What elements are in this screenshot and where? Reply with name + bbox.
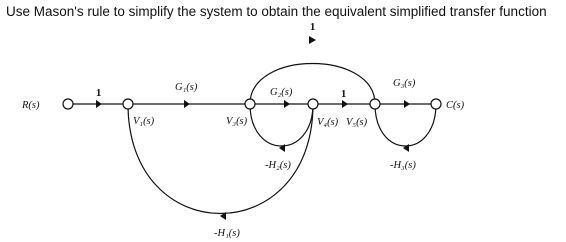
branch-feedforward-top xyxy=(250,64,375,105)
branch-feedback-h2 xyxy=(250,104,313,146)
gain-h2: -H₂(s) xyxy=(265,160,291,171)
gain-unity-mid: 1 xyxy=(341,89,347,100)
node-v3 xyxy=(308,99,318,109)
arrow-head xyxy=(342,100,348,108)
gain-input: 1 xyxy=(96,88,102,99)
input-label: R(s) xyxy=(22,100,40,111)
gain-g2: G₂(s) xyxy=(270,87,293,98)
gain-top: 1 xyxy=(310,22,316,33)
node-label-v4: V₄(s) xyxy=(317,117,339,128)
question-text: Use Mason's rule to simplify the system to obtain the equivalent simplified transfer function xyxy=(6,4,547,19)
node-output xyxy=(431,99,441,109)
node-v1 xyxy=(123,99,133,109)
arrow-head xyxy=(404,100,410,108)
arrow-head xyxy=(309,36,316,44)
node-label-v3: V₃(s) xyxy=(226,116,248,127)
node-label-v1: V₁(s) xyxy=(133,116,155,127)
output-label: C(s) xyxy=(446,100,465,111)
arrow-head xyxy=(96,100,102,108)
arrow-head xyxy=(279,144,285,152)
arrow-head xyxy=(403,144,409,152)
node-input xyxy=(63,99,73,109)
node-label-v5: V₅(s) xyxy=(346,117,368,128)
arrow-head xyxy=(184,100,190,108)
gain-g3: G₃(s) xyxy=(393,78,416,89)
gain-g1: G₁(s) xyxy=(175,82,198,93)
gain-h1: -H₁(s) xyxy=(214,228,240,239)
arrow-head xyxy=(284,100,290,108)
branch-feedback-h3 xyxy=(375,104,436,146)
node-v2 xyxy=(245,99,255,109)
gain-h3: -H₃(s) xyxy=(390,160,416,171)
node-v4 xyxy=(370,99,380,109)
branch-feedback-h1 xyxy=(128,104,313,214)
